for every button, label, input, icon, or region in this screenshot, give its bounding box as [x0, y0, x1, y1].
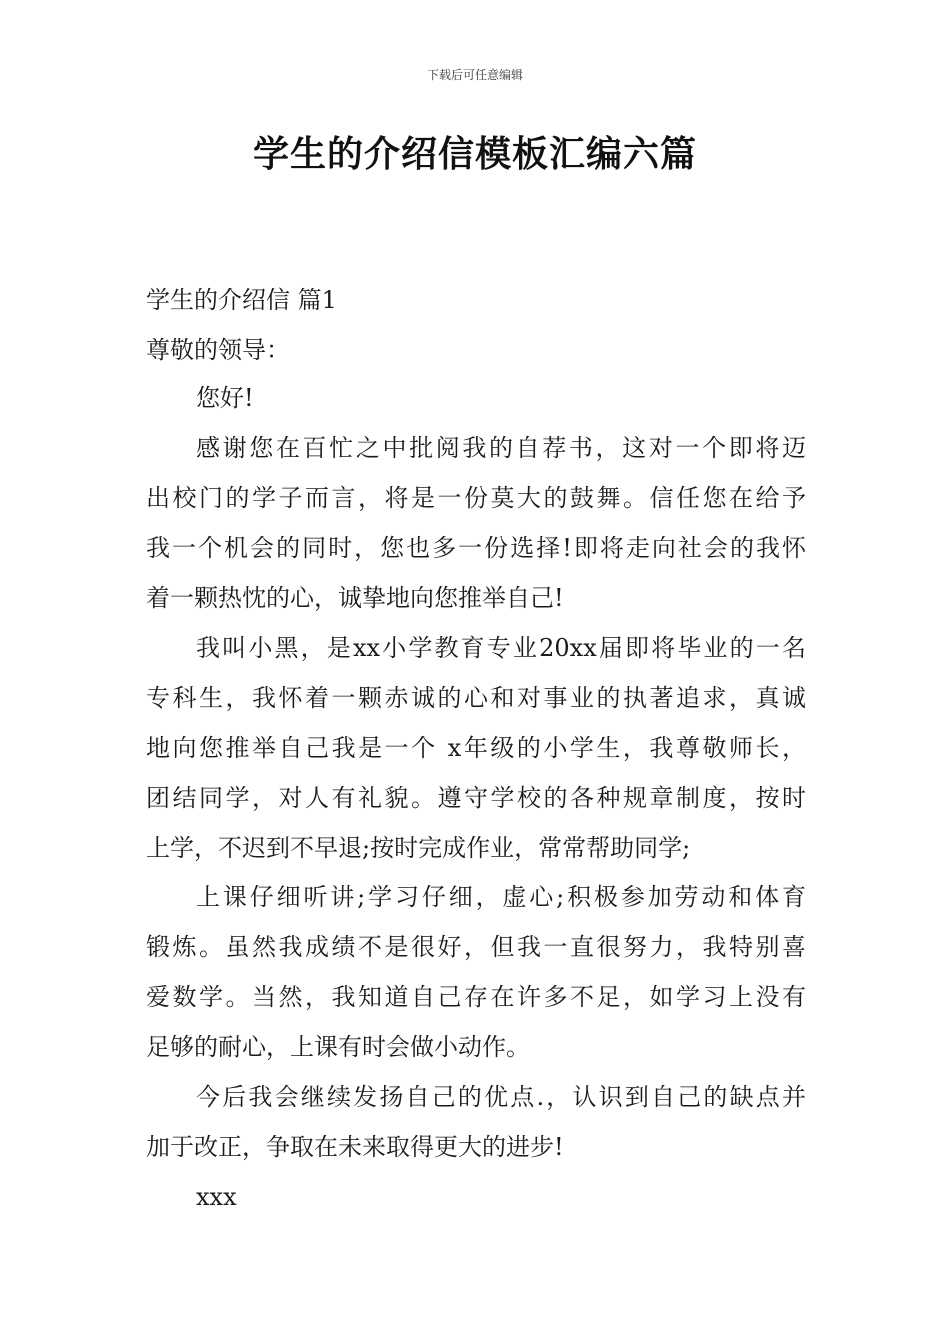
paragraph-3-line-1: 上课仔细听讲;学习仔细，虚心;积极参加劳动和体育	[196, 883, 806, 911]
salutation: 尊敬的领导：	[146, 336, 290, 364]
greeting: 您好!	[196, 384, 254, 412]
paragraph-2-line-5: 上学，不迟到不早退;按时完成作业，常常帮助同学;	[146, 834, 691, 862]
section-heading: 学生的介绍信 篇1	[146, 286, 337, 314]
paragraph-2-line-3: 地向您推举自己我是一个 x年级的小学生，我尊敬师长，	[146, 734, 806, 762]
paragraph-2-line-1: 我叫小黑，是xx小学教育专业20xx届即将毕业的一名	[196, 634, 806, 662]
paragraph-3-line-3: 爱数学。当然，我知道自己存在许多不足，如学习上没有	[146, 983, 806, 1011]
document-title: 学生的介绍信模板汇编六篇	[252, 133, 697, 175]
paragraph-4-line-1: 今后我会继续发扬自己的优点.，认识到自己的缺点并	[196, 1083, 806, 1111]
paragraph-1-line-4: 着一颗热忱的心，诚挚地向您推举自己!	[146, 584, 564, 612]
paragraph-4-line-2: 加于改正，争取在未来取得更大的进步!	[146, 1133, 564, 1161]
paragraph-2-line-4: 团结同学，对人有礼貌。遵守学校的各种规章制度，按时	[146, 784, 806, 812]
paragraph-3-line-2: 锻炼。虽然我成绩不是很好，但我一直很努力，我特别喜	[146, 933, 806, 961]
paragraph-1-line-2: 出校门的学子而言，将是一份莫大的鼓舞。信任您在给予	[146, 484, 806, 512]
signature: xxx	[196, 1183, 237, 1211]
paragraph-1-line-1: 感谢您在百忙之中批阅我的自荐书，这对一个即将迈	[196, 434, 806, 462]
paragraph-2-line-2: 专科生，我怀着一颗赤诚的心和对事业的执著追求，真诚	[146, 684, 806, 712]
paragraph-1-line-3: 我一个机会的同时，您也多一份选择!即将走向社会的我怀	[146, 534, 806, 562]
header-note: 下载后可任意编辑	[426, 68, 523, 82]
paragraph-3-line-4: 足够的耐心，上课有时会做小动作。	[146, 1033, 530, 1061]
